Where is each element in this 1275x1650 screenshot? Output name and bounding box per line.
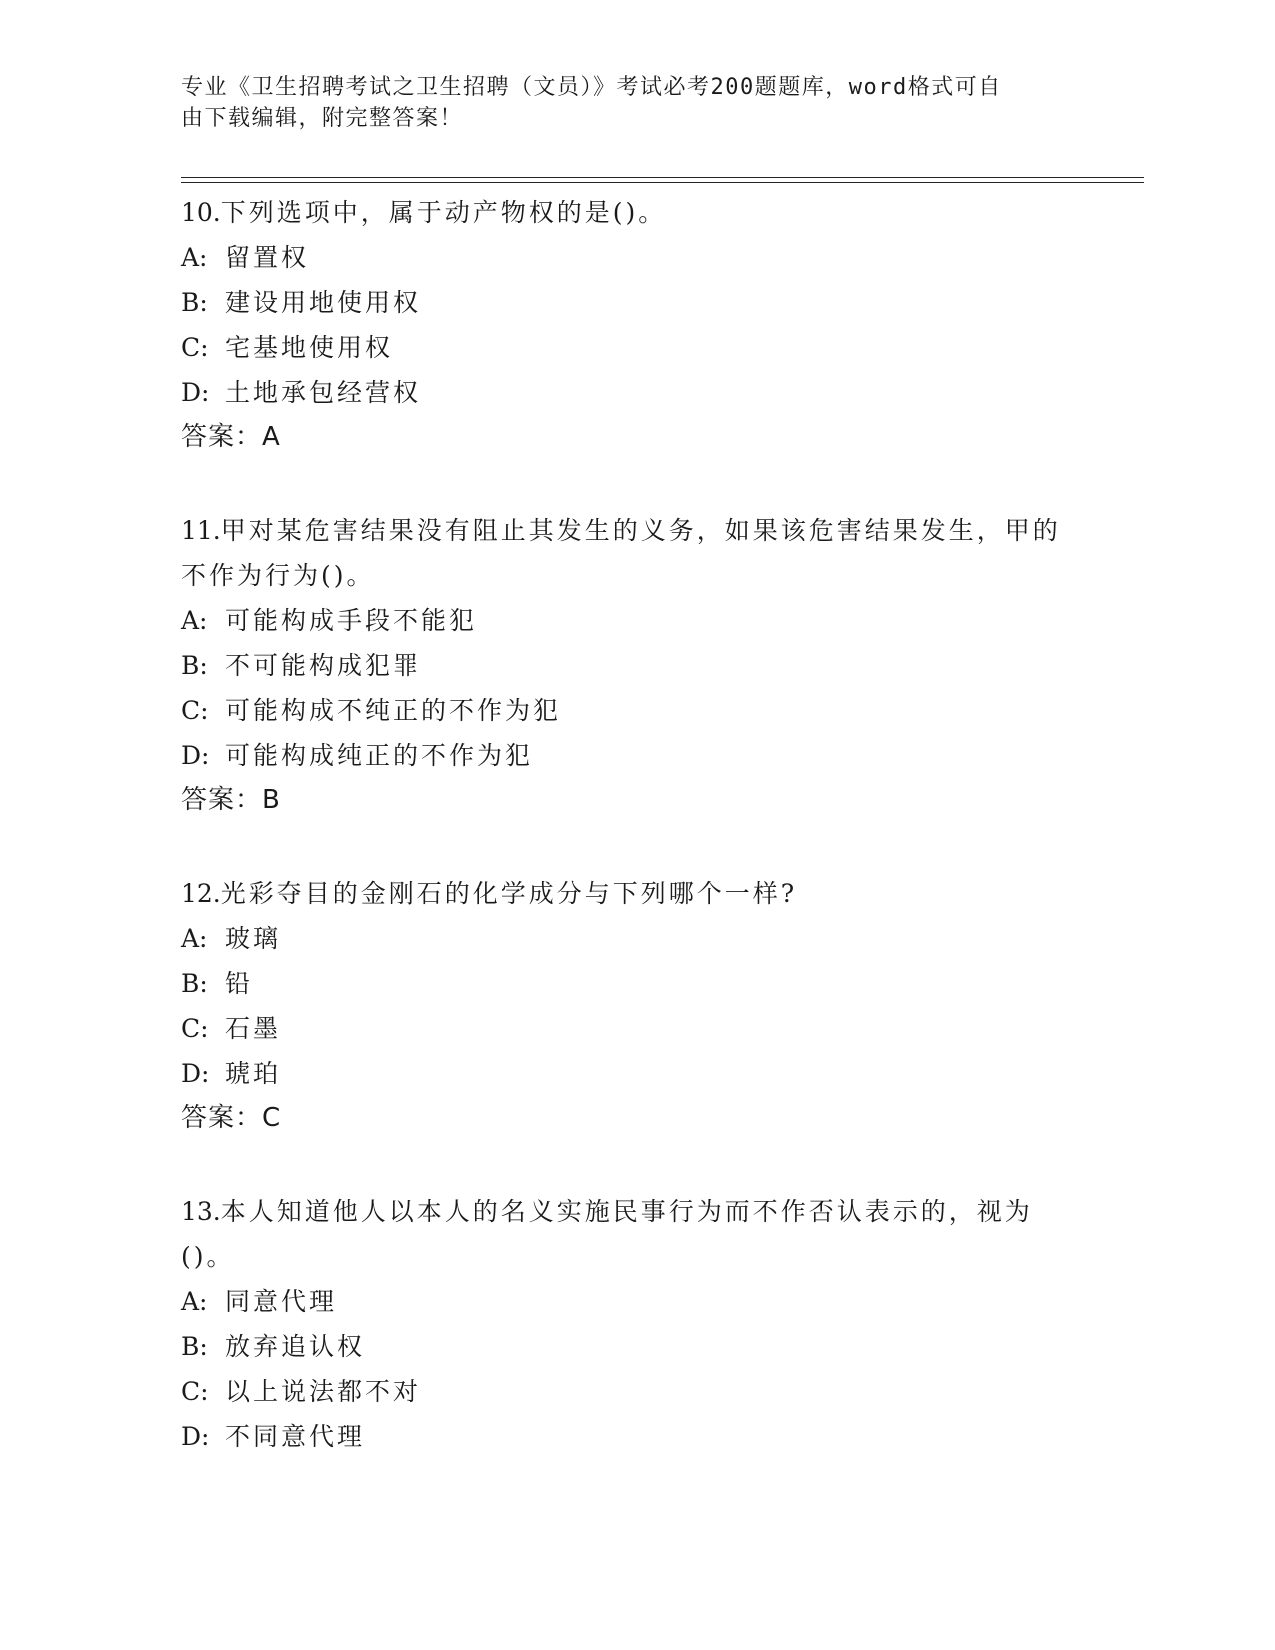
header-line-2: 由下载编辑，附完整答案！: [181, 106, 464, 131]
header-line-1: 专业《卫生招聘考试之卫生招聘（文员）》考试必考200题题库，word格式可自: [181, 75, 1002, 100]
option-key: A:: [181, 1287, 208, 1316]
option-key: B:: [181, 288, 208, 317]
option-key: C:: [181, 333, 209, 362]
option-c: [181, 1369, 1081, 1414]
option-key: A:: [181, 924, 208, 953]
option-b: [181, 280, 1081, 325]
answer-line: 答案：A: [181, 422, 281, 452]
option-d: [181, 1414, 1081, 1459]
answer-line: 答案：B: [181, 785, 281, 815]
option-key: C:: [181, 696, 209, 725]
option-b: [181, 643, 1081, 688]
option-c: [181, 688, 1081, 733]
header-divider-bottom: [181, 182, 1144, 183]
question-text: 光彩夺目的金刚石的化学成分与下列哪个一样?: [220, 879, 798, 908]
option-a: [181, 598, 1081, 643]
question-text: 本人知道他人以本人的名义实施民事行为而不作否认表示的，视为()。: [181, 1197, 1033, 1271]
option-b: [181, 961, 1081, 1006]
question-number: 10.: [181, 198, 221, 227]
question-11: [181, 508, 1081, 823]
option-text: 可能构成手段不能犯: [225, 606, 478, 635]
option-c: [181, 325, 1081, 370]
question-number: 13.: [181, 1197, 221, 1226]
option-key: A:: [181, 606, 208, 635]
option-a: [181, 1279, 1081, 1324]
question-text: 甲对某危害结果没有阻止其发生的义务，如果该危害结果发生，甲的不作为行为()。: [181, 516, 1061, 590]
option-key: D:: [181, 1059, 210, 1088]
option-key: A:: [181, 243, 208, 272]
question-13: [181, 1189, 1081, 1459]
question-12: [181, 871, 1081, 1141]
option-c: [181, 1006, 1081, 1051]
option-key: D:: [181, 1422, 210, 1451]
option-d: [181, 370, 1081, 415]
option-key: D:: [181, 378, 210, 407]
question-number: 11.: [181, 516, 221, 545]
option-key: D:: [181, 741, 210, 770]
option-d: [181, 1051, 1081, 1096]
option-a: [181, 916, 1081, 961]
option-text: 留置权: [225, 243, 310, 272]
option-text: 琥珀: [225, 1059, 282, 1088]
header-divider-top: [181, 177, 1144, 178]
option-text: 可能构成不纯正的不作为犯: [225, 696, 562, 725]
option-text: 不同意代理: [225, 1422, 366, 1451]
question-10: [181, 190, 1081, 460]
option-text: 以上说法都不对: [225, 1377, 422, 1406]
option-key: B:: [181, 1332, 208, 1361]
option-key: B:: [181, 651, 208, 680]
option-text: 玻璃: [225, 924, 282, 953]
answer-line: 答案：C: [181, 1103, 282, 1133]
question-stem: [181, 190, 1081, 235]
option-key: C:: [181, 1014, 209, 1043]
option-text: 宅基地使用权: [225, 333, 394, 362]
question-number: 12.: [181, 879, 221, 908]
option-d: [181, 733, 1081, 778]
option-text: 不可能构成犯罪: [225, 651, 422, 680]
question-stem: [181, 1189, 1081, 1279]
option-text: 铅: [225, 969, 254, 998]
option-text: 土地承包经营权: [225, 378, 422, 407]
question-text: 下列选项中，属于动产物权的是()。: [220, 198, 667, 227]
option-text: 可能构成纯正的不作为犯: [225, 741, 534, 770]
option-key: C:: [181, 1377, 209, 1406]
option-text: 建设用地使用权: [225, 288, 422, 317]
option-key: B:: [181, 969, 208, 998]
option-a: [181, 235, 1081, 280]
document-header: [181, 72, 1061, 134]
option-text: 石墨: [225, 1014, 282, 1043]
option-b: [181, 1324, 1081, 1369]
question-stem: [181, 508, 1081, 598]
option-text: 放弃追认权: [225, 1332, 366, 1361]
question-stem: [181, 871, 1081, 916]
option-text: 同意代理: [225, 1287, 338, 1316]
question-list: [181, 190, 1081, 1507]
